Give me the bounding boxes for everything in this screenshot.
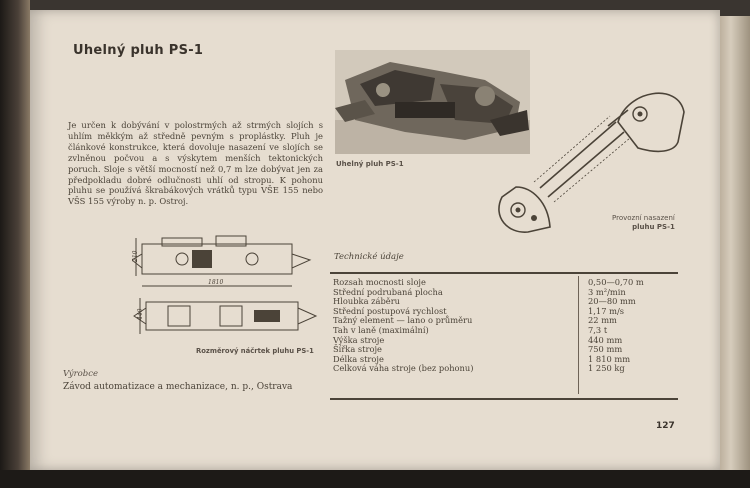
spec-value: 0,50—0,70 m [588,277,644,287]
page-number: 127 [656,421,675,431]
spec-label: Hloubka záběru [333,296,400,307]
spec-value: 7,3 t [588,324,608,335]
spec-value: 22 mm [588,315,617,326]
table-bottom-rule [330,398,678,400]
spec-value: 750 mm [588,344,623,355]
tech-title: Technické údaje [334,252,404,262]
spec-label: Celková váha stroje (bez pohonu) [333,363,474,374]
manufacturer-name: Závod automatizace a mechanizace, n. p., Ostrava [63,382,293,392]
dim-length: 1810 [208,279,224,286]
spec-value: 1,17 m/s [588,305,625,316]
spec-label: Délka stroje [333,353,384,364]
deployment-caption-line1: Provozní nasazení [612,214,675,222]
spec-value: 20—80 mm [588,296,636,307]
spec-label: Výška stroje [333,334,385,345]
spec-value: 3 m²/min [588,286,626,297]
spec-label: Tažný element — lano o průměru [333,315,473,326]
spec-row [333,336,678,346]
spec-value: 1 810 mm [588,353,631,364]
deployment-caption [612,214,675,232]
dimensional-sketch [132,232,322,347]
spec-label: Střední podrubaná plocha [333,286,443,297]
spec-value: 1 250 kg [588,363,625,374]
book-bottom-edge [0,470,750,488]
spec-label: Tah v laně (maximální) [333,324,429,335]
manufacturer-label: Výrobce [63,369,99,379]
spec-value: 440 mm [588,334,623,345]
spec-label: Rozsah mocnosti sloje [333,277,426,287]
dim-width: 440 [137,308,144,320]
spec-label: Střední postupová rychlost [333,305,447,316]
page-stack-edge [718,16,750,476]
spec-row [333,326,678,336]
table-top-rule [330,272,678,274]
photo-caption: Uhelný pluh PS-1 [336,160,404,168]
description-paragraph: Je určen k dobývání v polostrmých až strmých slojích s uhlím měkkým až středně pevným s proplástky. Pluh je článkové konstrukce, která dovoluje nasazení ve slojích se zvlněnou počvou a s výskytem menších tektonických poruch. Sloje s větší mocností než 0,7 m lze dobývat jen za předpokladu dobré odlučnosti uhlí od stropu. K pohonu pluhu se používá škrabákových vrátků typu VŠE 155 nebo VŠS 155 výroby n. p. Ostroj. [68,120,323,207]
dim-height: 210 [132,250,139,262]
deployment-caption-line2: pluhu PS-1 [632,223,675,231]
spec-row [333,364,678,374]
spec-table [333,278,678,374]
page-title: Uhelný pluh PS-1 [73,43,204,58]
drawing-caption: Rozměrový náčrtek pluhu PS-1 [196,347,314,355]
book-spine [0,0,30,488]
spec-label: Šířka stroje [333,344,382,355]
